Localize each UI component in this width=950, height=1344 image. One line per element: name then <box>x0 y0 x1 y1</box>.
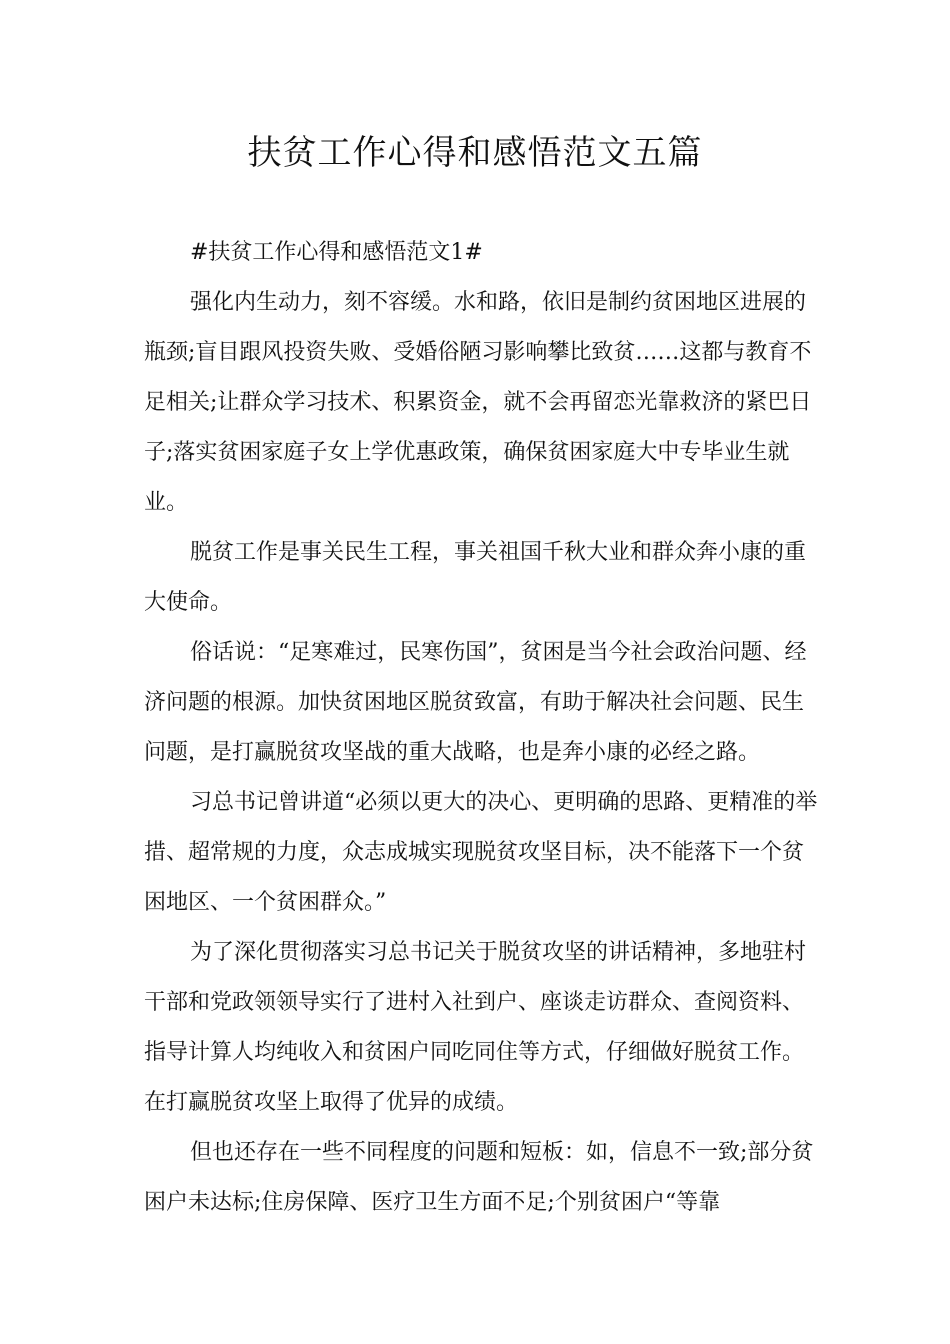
section-heading: #扶贫工作心得和感悟范文1# <box>190 240 483 265</box>
paragraph: 但也还存在一些不同程度的问题和短板：如，信息不一致;部分贫困户未达标;住房保障、医疗卫生方面不足;个别贫困户“等靠 <box>144 1140 814 1215</box>
paragraph: 强化内生动力，刻不容缓。水和路，依旧是制约贫困地区进展的瓶颈;盲目跟风投资失败、受婚俗陋习影响攀比致贫……这都与教育不足相关;让群众学习技术、积累资金，就不会再留恋光靠救济的紧巴日子;落实贫困家庭子女上学优惠政策，确保贫困家庭大中专毕业生就业。 <box>144 290 812 515</box>
paragraph: 为了深化贯彻落实习总书记关于脱贫攻坚的讲话精神，多地驻村干部和党政领领导实行了进村入社到户、座谈走访群众、查阅资料、指导计算人均纯收入和贫困户同吃同住等方式，仔细做好脱贫工作。在打赢脱贫攻坚上取得了优异的成绩。 <box>144 940 807 1115</box>
document-title: 扶贫工作心得和感悟范文五篇 <box>247 133 703 173</box>
paragraph: 俗话说：“足寒难过，民寒伤国”，贫困是当今社会政治问题、经济问题的根源。加快贫困地区脱贫致富，有助于解决社会问题、民生问题，是打赢脱贫攻坚战的重大战略，也是奔小康的必经之路。 <box>144 640 807 765</box>
document-body <box>144 228 824 1228</box>
paragraph: 脱贫工作是事关民生工程，事关祖国千秋大业和群众奔小康的重大使命。 <box>144 540 807 615</box>
paragraph: 习总书记曾讲道“必须以更大的决心、更明确的思路、更精准的举措、超常规的力度，众志成城实现脱贫攻坚目标，决不能落下一个贫困地区、一个贫困群众。” <box>144 790 818 915</box>
